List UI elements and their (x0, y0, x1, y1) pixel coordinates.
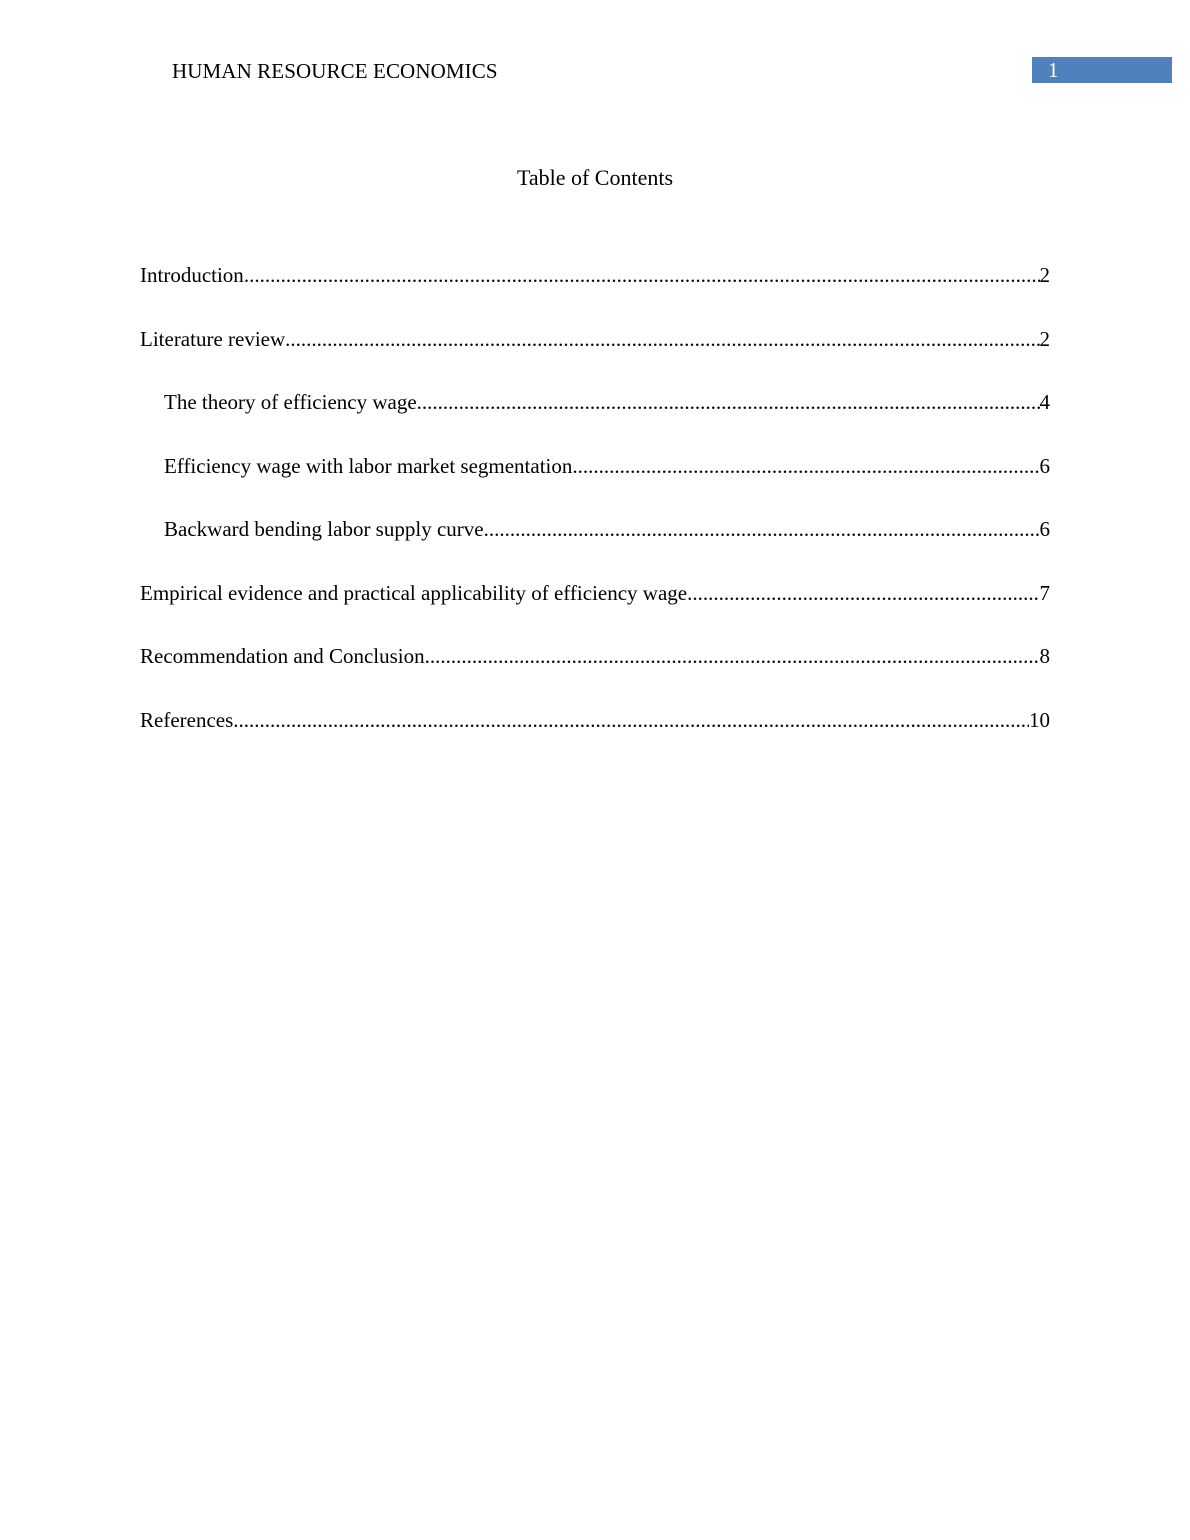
toc-entry-page: 4 (1039, 390, 1050, 414)
toc-entry-label: Introduction (140, 263, 244, 287)
toc-entry-label: Literature review (140, 326, 286, 351)
toc-entry-label: Backward bending labor supply curve (164, 517, 484, 541)
toc-entry-label: The theory of efficiency wage (164, 390, 417, 414)
running-head: HUMAN RESOURCE ECONOMICS (172, 59, 498, 83)
page-number: 1 (1048, 58, 1059, 82)
toc-entry-page: 7 (1039, 580, 1050, 605)
toc-entry-literature-review[interactable] (140, 324, 1050, 388)
toc-entry-page: 6 (1039, 517, 1050, 541)
toc-entry-page: 10 (1029, 707, 1050, 732)
toc-entry-labor-market-segmentation[interactable] (140, 451, 1050, 515)
page-number-box (1032, 57, 1172, 83)
toc-entry-page: 8 (1039, 644, 1050, 668)
toc-entry-empirical-evidence[interactable] (140, 578, 1050, 642)
toc-dot-leader (244, 260, 1040, 290)
toc-title: Table of Contents (516, 165, 674, 190)
toc-dot-leader (572, 451, 1039, 481)
toc-dot-leader (687, 578, 1039, 608)
toc-entry-references[interactable] (140, 705, 1050, 769)
toc-entry-recommendation-conclusion[interactable] (140, 641, 1050, 705)
toc-dot-leader (417, 387, 1040, 417)
toc-dot-leader (285, 324, 1039, 354)
toc-dot-leader (425, 641, 1040, 671)
toc-entry-label: Efficiency wage with labor market segmentation (164, 453, 573, 478)
toc-entry-page: 2 (1039, 263, 1050, 287)
toc-entry-label: Recommendation and Conclusion (140, 644, 425, 668)
toc-entry-label: Empirical evidence and practical applicability of efficiency wage (140, 580, 688, 605)
toc-entry-backward-bending-curve[interactable] (140, 514, 1050, 578)
toc-entry-page: 6 (1039, 453, 1050, 478)
toc-entry-label: References (140, 707, 234, 732)
toc-dot-leader (233, 705, 1029, 735)
toc-entry-theory-of-efficiency-wage[interactable] (140, 387, 1050, 451)
toc-dot-leader (484, 514, 1040, 544)
table-of-contents (140, 260, 1050, 768)
toc-entry-introduction[interactable] (140, 260, 1050, 324)
toc-entry-page: 2 (1039, 326, 1050, 351)
